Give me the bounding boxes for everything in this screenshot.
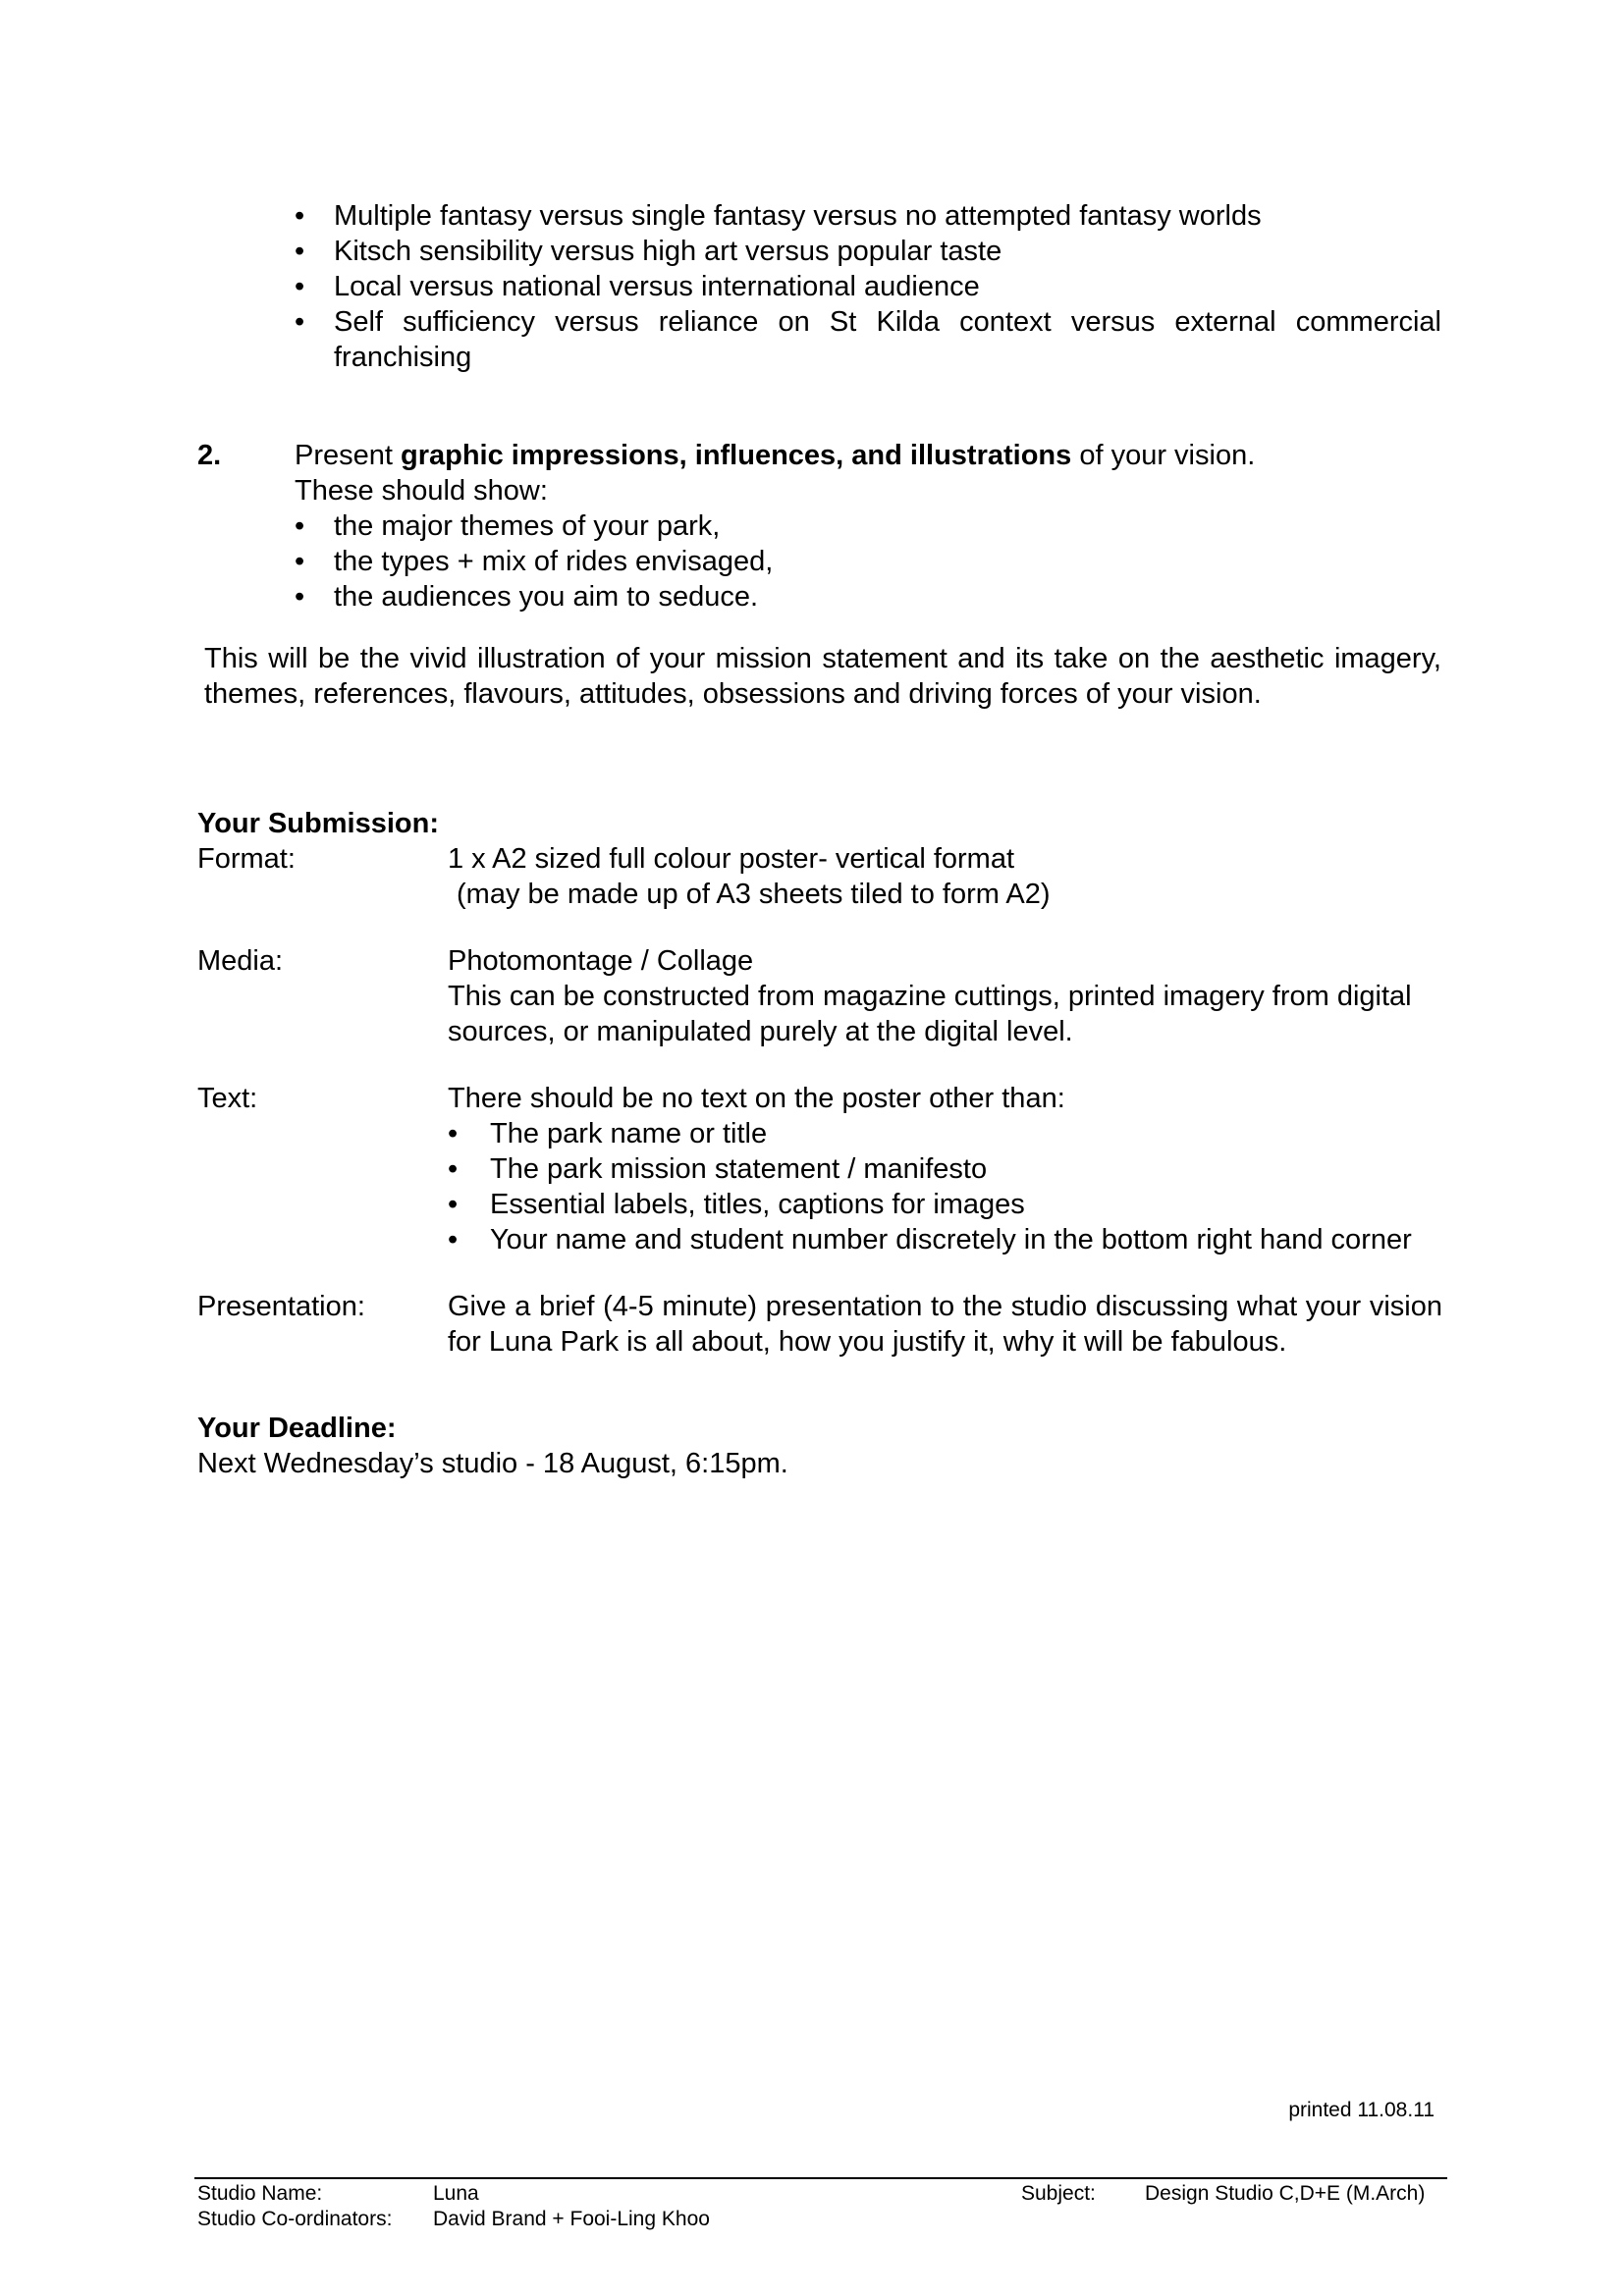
intro-bold-text: graphic impressions, influences, and illustrations	[401, 440, 1072, 471]
format-row	[197, 841, 1442, 912]
list-item: • Your name and student number discretely in the bottom right hand corner	[448, 1222, 1442, 1257]
footer-divider	[194, 2177, 1447, 2179]
intro-text-end: of your vision.	[1071, 440, 1256, 471]
presentation-row	[197, 1289, 1442, 1360]
item-number: 2.	[197, 440, 222, 471]
item-2-body	[295, 438, 1441, 614]
vision-paragraph: This will be the vivid illustration of your mission statement and its take on the aesthetic imagery, themes, references, flavours, attitudes, obsessions and driving forces of your vision.	[204, 643, 1441, 710]
studio-name-label: Studio Name:	[197, 2182, 323, 2205]
list-item: • the types + mix of rides envisaged,	[295, 544, 1441, 579]
top-bullet-list	[295, 198, 1441, 375]
coordinators-label: Studio Co-ordinators:	[197, 2208, 393, 2230]
submission-heading: Your Submission:	[197, 808, 439, 839]
item-2-intro	[295, 438, 1441, 473]
text-row	[197, 1081, 1442, 1257]
list-item: • The park name or title	[448, 1116, 1442, 1151]
coordinators: David Brand + Fooi-Ling Khoo	[433, 2208, 710, 2230]
list-item: • the major themes of your park,	[295, 508, 1441, 544]
list-item: • The park mission statement / manifesto	[448, 1151, 1442, 1187]
list-item: • Multiple fantasy versus single fantasy versus no attempted fantasy worlds	[295, 198, 1441, 234]
presentation-text: Give a brief (4-5 minute) presentation to the studio discussing what your vision for Luna Park is all about, how you justify it, why it will be fabulous.	[448, 1291, 1442, 1358]
media-row	[197, 943, 1442, 1049]
text-intro: There should be no text on the poster other than:	[448, 1083, 1065, 1114]
studio-name: Luna	[433, 2182, 479, 2205]
media-value: Photomontage / Collage	[448, 945, 754, 977]
list-item: • the audiences you aim to seduce.	[295, 579, 1441, 614]
list-item: • Self sufficiency versus reliance on St Kilda context versus external commercial franchising	[295, 304, 1441, 375]
media-label: Media:	[197, 945, 284, 977]
subject-label: Subject:	[1021, 2182, 1096, 2205]
format-label: Format:	[197, 843, 296, 875]
intro-text: Present	[295, 440, 401, 471]
deadline-text: Next Wednesday’s studio - 18 August, 6:15pm.	[197, 1448, 788, 1479]
list-item: • Essential labels, titles, captions for images	[448, 1187, 1442, 1222]
media-description: This can be constructed from magazine cuttings, printed imagery from digital sources, or manipulated purely at the digital level.	[448, 981, 1412, 1047]
presentation-label: Presentation:	[197, 1291, 365, 1322]
item-2-bullet-list	[295, 508, 1441, 614]
text-label: Text:	[197, 1083, 258, 1114]
list-item: • Local versus national versus international audience	[295, 269, 1441, 304]
item-2-subline: These should show:	[295, 475, 548, 507]
deadline-section	[197, 1411, 788, 1481]
text-bullet-list	[448, 1116, 1442, 1257]
format-value: 1 x A2 sized full colour poster- vertical format	[448, 843, 1015, 875]
format-note: (may be made up of A3 sheets tiled to form A2)	[457, 879, 1051, 910]
list-item: • Kitsch sensibility versus high art versus popular taste	[295, 234, 1441, 269]
submission-section	[197, 806, 1442, 1360]
deadline-heading: Your Deadline:	[197, 1413, 397, 1444]
printed-date: printed 11.08.11	[1288, 2099, 1435, 2121]
subject: Design Studio C,D+E (M.Arch)	[1145, 2182, 1426, 2205]
